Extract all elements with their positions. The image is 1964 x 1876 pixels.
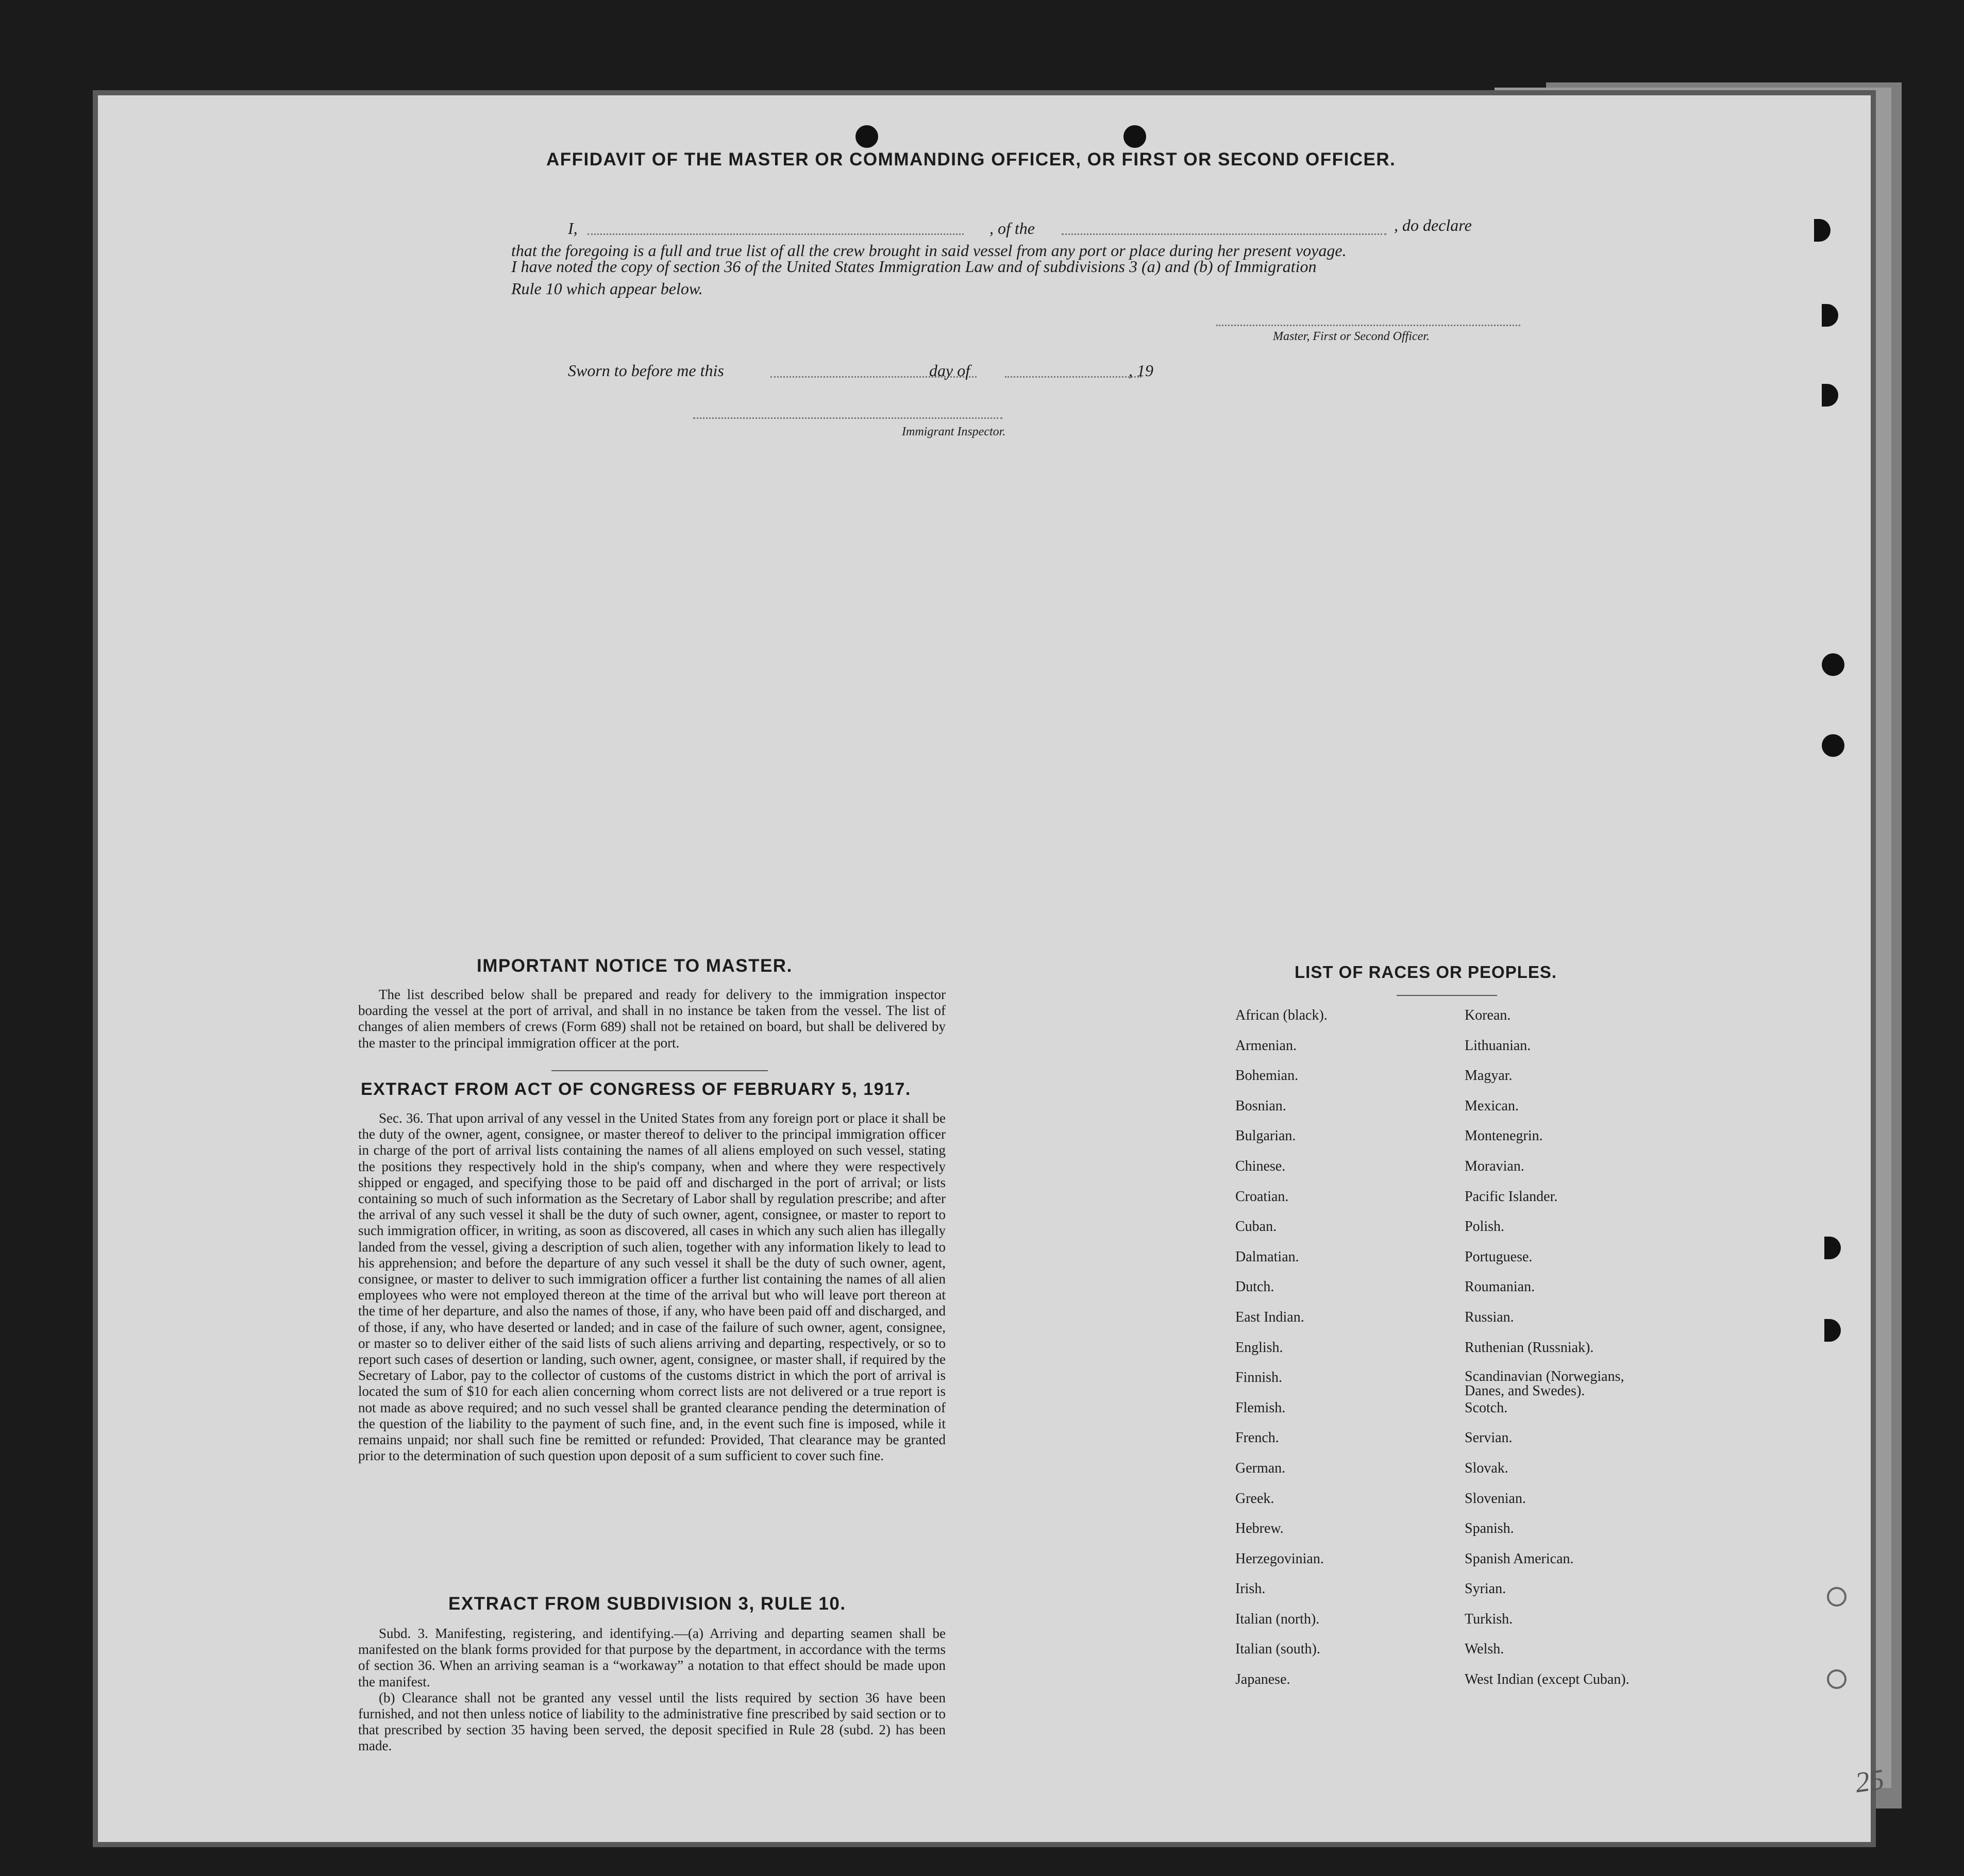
extract-rule-paragraph-b: (b) Clearance shall not be granted any vessel until the lists required by section 36 have been furnished, and not then unless notice of liability to the administrative fine prescribed by said section or to that prescribed by section 35 having been served, the deposit specified in Rule 28 (subd. 2) has been made. [358, 1689, 946, 1754]
race-item: Croatian. [1235, 1188, 1289, 1205]
race-item: Finnish. [1235, 1370, 1283, 1386]
punch-hole [1822, 384, 1838, 407]
race-item: Italian (south). [1235, 1641, 1320, 1658]
race-item: English. [1235, 1339, 1283, 1356]
day-of-label: day of [929, 361, 970, 380]
year-label: , 19 [1129, 361, 1153, 380]
race-item: Herzegovinian. [1235, 1550, 1324, 1567]
sworn-month-field[interactable] [1005, 376, 1142, 378]
inspector-signature-field[interactable] [693, 417, 1002, 419]
manifest-page [98, 95, 1887, 1875]
race-item: Bohemian. [1235, 1068, 1299, 1084]
punch-hole [1824, 1237, 1841, 1259]
race-item: Greek. [1235, 1490, 1274, 1507]
sworn-label: Sworn to before me this [568, 361, 724, 380]
bleed-through-text [366, 167, 375, 196]
affidavit-line-3: I have noted the copy of section 36 of the United States Immigration Law and of subdivisions 3 (a) and (b) of Immigration [511, 257, 1317, 276]
race-item: Chinese. [1235, 1158, 1286, 1174]
race-item: Korean. [1465, 1007, 1511, 1023]
race-item: Scotch. [1465, 1399, 1508, 1416]
races-left-column [1235, 1007, 1328, 1702]
punch-hole [1814, 219, 1831, 242]
extract-rule-title: EXTRACT FROM SUBDIVISION 3, RULE 10. [448, 1594, 846, 1614]
extract-act-title: EXTRACT FROM ACT OF CONGRESS OF FEBRUARY 5, 1917. [361, 1079, 911, 1099]
race-item: East Indian. [1235, 1309, 1304, 1325]
race-item: Scandinavian (Norwegians, Danes, and Swedes). [1465, 1368, 1624, 1399]
race-item: Moravian. [1465, 1158, 1524, 1174]
punch-hole [1822, 653, 1844, 676]
punch-hole [1827, 1669, 1847, 1689]
race-item: Dalmatian. [1235, 1248, 1299, 1265]
punch-hole [855, 125, 878, 148]
race-item: Montenegrin. [1465, 1128, 1543, 1144]
race-item: West Indian (except Cuban). [1465, 1671, 1630, 1688]
affidavit-title: AFFIDAVIT OF THE MASTER OR COMMANDING OFFICER, OR FIRST OR SECOND OFFICER. [546, 149, 1396, 170]
section-divider [551, 1070, 768, 1071]
race-item: Slovenian. [1465, 1490, 1526, 1507]
races-right-column [1465, 1007, 1635, 1702]
punch-hole [1824, 1319, 1841, 1342]
race-item: Lithuanian. [1465, 1037, 1531, 1054]
race-item: Syrian. [1465, 1581, 1506, 1597]
race-item: Pacific Islander. [1465, 1188, 1558, 1205]
race-item: Slovak. [1465, 1460, 1508, 1476]
race-item: Magyar. [1465, 1068, 1513, 1084]
race-item: Italian (north). [1235, 1611, 1320, 1627]
race-item: Welsh. [1465, 1641, 1504, 1658]
master-signature-caption: Master, First or Second Officer. [1273, 330, 1430, 343]
race-item: Bosnian. [1235, 1097, 1286, 1114]
race-item: Flemish. [1235, 1399, 1286, 1416]
extract-act-text [358, 1110, 946, 1464]
handwritten-page-number: 25 [1853, 1763, 1887, 1799]
race-item: Spanish. [1465, 1520, 1514, 1537]
notice-title: IMPORTANT NOTICE TO MASTER. [477, 956, 793, 976]
form-number: 14—1240 [983, 1868, 1012, 1875]
name-field[interactable] [587, 233, 964, 235]
affidavit-line-4: Rule 10 which appear below. [511, 279, 703, 298]
inspector-caption: Immigrant Inspector. [902, 425, 1006, 438]
affidavit-do-declare: , do declare [1394, 216, 1472, 234]
race-item: Hebrew. [1235, 1520, 1284, 1537]
race-item: German. [1235, 1460, 1286, 1476]
race-item: African (black). [1235, 1007, 1328, 1023]
notice-paragraph: The list described below shall be prepared and ready for delivery to the immigration inspector boarding the vessel at the port of arrival, and shall in no instance be taken from the vessel. The list of changes of alien members of crews (Form 689) shall not be retained on board, but shall be delivered by the master to the principal immigration officer at the port. [358, 987, 946, 1051]
race-item: Servian. [1465, 1430, 1513, 1446]
race-item: French. [1235, 1430, 1279, 1446]
race-item: Irish. [1235, 1581, 1266, 1597]
extract-rule-paragraph-a: Subd. 3. Manifesting, registering, and identifying.—(a) Arriving and departing seamen shall be manifested on the blank forms provided for that purpose by the department, in accordance with the terms of section 36. When an arriving seaman is a “workaway” a notation to that effect should be made upon the manifest. [358, 1626, 946, 1689]
race-item: Cuban. [1235, 1219, 1277, 1235]
vessel-field[interactable] [1062, 233, 1386, 235]
punch-hole [1123, 125, 1146, 148]
race-item: Japanese. [1235, 1671, 1290, 1688]
extract-rule-text [358, 1626, 946, 1754]
race-item: Spanish American. [1465, 1550, 1574, 1567]
race-item: Russian. [1465, 1309, 1514, 1325]
race-item: Polish. [1465, 1219, 1505, 1235]
affidavit-line-2: that the foregoing is a full and true list of all the crew brought in said vessel from any port or place during her present voyage. [511, 241, 1347, 260]
punch-hole [1822, 304, 1838, 327]
notice-text [358, 987, 946, 1051]
race-item: Ruthenian (Russniak). [1465, 1339, 1594, 1356]
affidavit-i-label: I, [568, 219, 578, 238]
punch-hole [1822, 734, 1844, 757]
race-item: Turkish. [1465, 1611, 1513, 1627]
race-item: Dutch. [1235, 1279, 1274, 1295]
affidavit-of-the-label: , of the [989, 219, 1035, 238]
races-title: LIST OF RACES OR PEOPLES. [1295, 962, 1557, 982]
races-divider [1397, 995, 1497, 996]
punch-hole [1827, 1587, 1847, 1607]
race-item: Bulgarian. [1235, 1128, 1296, 1144]
extract-act-paragraph: Sec. 36. That upon arrival of any vessel in the United States from any foreign port or place it shall be the duty of the owner, agent, consignee, or master thereof to deliver to the principal immigration officer in charge of the port of arrival lists containing the names of all aliens employed on such vessel, stating the positions they respectively hold in the ship's company, when and where they were respectively shipped or engaged, and specifying those to be paid off and discharged in the port of arrival; or lists containing so much of such information as the Secretary of Labor shall by regulation prescribe; and after the arrival of any such vessel it shall be the duty of such owner, agent, consignee, or master to report to such immigration officer, in writing, as soon as discovered, all cases in which any such alien has illegally landed from the vessel, giving a description of such alien, together with any information likely to lead to his apprehension; and before the departure of any such vessel it shall be the duty of such owner, agent, consignee, or master to deliver to such immigration officer a further list containing the names of all alien employees who were not employed thereon at the time of the arrival but who will leave port thereon at the time of her departure, and also the names of those, if any, who have been paid off and discharged, and of those, if any, who have deserted or landed; and in case of the failure of such owner, agent, consignee, or master so to deliver either of the said lists of such aliens arriving and departing, respectively, or so to report such cases of desertion or landing, such owner, agent, consignee, or master shall, if required by the Secretary of Labor, pay to the collector of customs of the customs district in which the port of arrival is located the sum of $10 for each alien concerning whom correct lists are not delivered or a true report is not made as above required; and no such vessel shall be granted clearance pending the determination of the question of the liability to the payment of such fine, and, in the event such fine is imposed, while it remains unpaid; nor shall such fine be remitted or refunded: Provided, That clearance may be granted prior to the determination of such question upon deposit of a sum sufficient to cover such fine. [358, 1110, 946, 1464]
race-item: Mexican. [1465, 1097, 1519, 1114]
race-item: Armenian. [1235, 1037, 1297, 1054]
race-item: Portuguese. [1465, 1248, 1533, 1265]
master-signature-field[interactable] [1216, 325, 1520, 326]
race-item: Roumanian. [1465, 1279, 1535, 1295]
